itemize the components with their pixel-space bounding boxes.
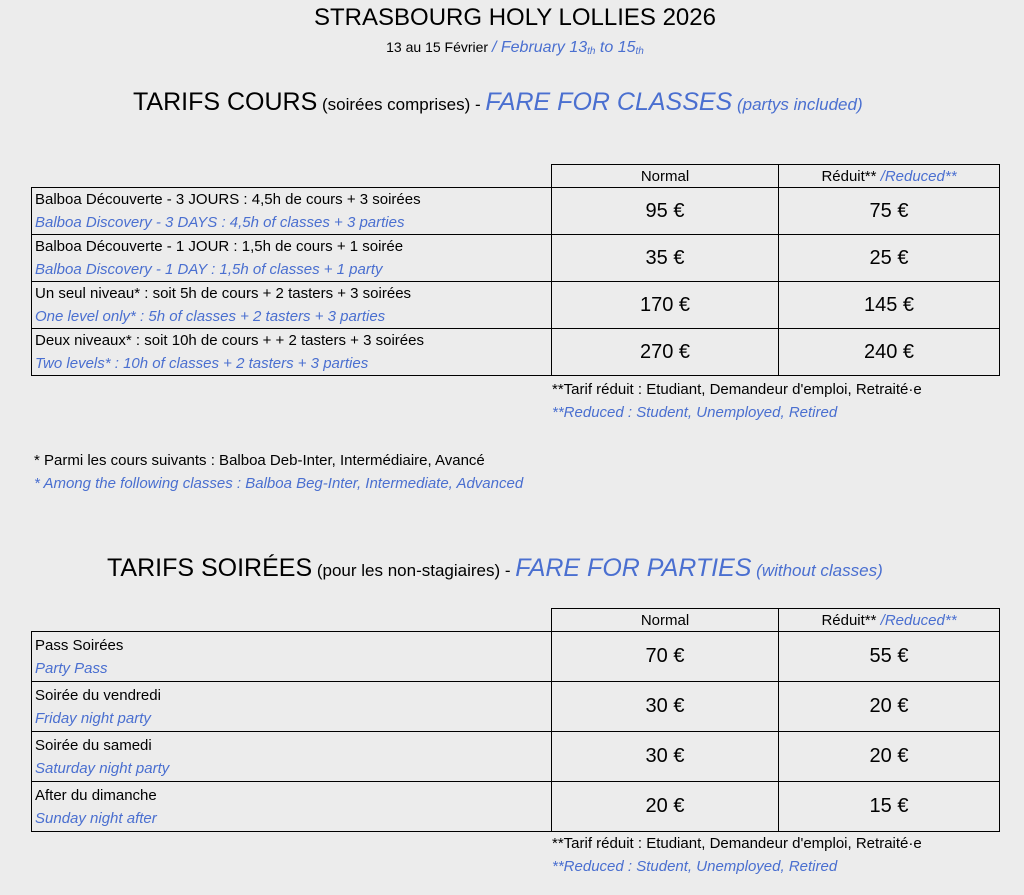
reduced-price: 240 € [779,329,1000,376]
reduced-price: 145 € [779,282,1000,329]
reduced-fare-note: **Tarif réduit : Etudiant, Demandeur d'emploi, Retraité·e **Reduced : Student, Unemployed, Retired [552,835,922,875]
col-normal-header: Normal [552,165,779,188]
event-dates [0,39,1024,57]
reduced-price: 55 € [779,632,1000,682]
col-reduced-header: Réduit** /Reduced** [779,609,1000,632]
normal-price: 270 € [552,329,779,376]
table-row [32,682,1000,732]
fare-description: Deux niveaux* : soit 10h de cours + + 2 tasters + 3 soirées Two levels* : 10h of classes + 2 tasters + 3 parties [32,329,552,376]
fare-description: Pass Soirées Party Pass [32,632,552,682]
table-row [32,235,1000,282]
reduced-price: 75 € [779,188,1000,235]
table-row [32,282,1000,329]
table-row [32,329,1000,376]
reduced-price: 25 € [779,235,1000,282]
fare-description: Balboa Découverte - 3 JOURS : 4,5h de cours + 3 soirées Balboa Discovery - 3 DAYS : 4,5h of classes + 3 parties [32,188,552,235]
reduced-price: 20 € [779,732,1000,782]
dates-en: / February $13_{th}$ to $15_{th}$ [491,39,644,57]
table-row [32,632,1000,682]
reduced-price: 20 € [779,682,1000,732]
normal-price: 170 € [552,282,779,329]
table-header-row [32,165,1000,188]
parties-heading: TARIFS SOIRÉES (pour les non-stagiaires) - FARE FOR PARTIES (without classes) [107,554,883,582]
reduced-fare-note: **Tarif réduit : Etudiant, Demandeur d'emploi, Retraité·e **Reduced : Student, Unemployed, Retired [552,381,922,421]
normal-price: 30 € [552,732,779,782]
col-reduced-header: Réduit** /Reduced** [779,165,1000,188]
normal-price: 70 € [552,632,779,682]
parties-fare-table [31,608,1000,832]
fare-description: Un seul niveau* : soit 5h de cours + 2 tasters + 3 soirées One level only* : 5h of classes + 2 tasters + 3 parties [32,282,552,329]
fare-description: After du dimanche Sunday night after [32,782,552,832]
normal-price: 35 € [552,235,779,282]
normal-price: 20 € [552,782,779,832]
blank-header-cell [32,165,552,188]
level-footnote: * Parmi les cours suivants : Balboa Deb-Inter, Intermédiaire, Avancé * Among the following classes : Balboa Beg-Inter, Intermediate, Advanced [34,452,524,492]
dates-fr: 13 au 15 Février [386,39,489,55]
table-row [32,188,1000,235]
classes-heading: TARIFS COURS (soirées comprises) - FARE FOR CLASSES (partys included) [133,88,863,116]
reduced-price: 15 € [779,782,1000,832]
col-normal-header: Normal [552,609,779,632]
fare-description: Soirée du vendredi Friday night party [32,682,552,732]
fare-description: Soirée du samedi Saturday night party [32,732,552,782]
blank-header-cell [32,609,552,632]
fare-description: Balboa Découverte - 1 JOUR : 1,5h de cours + 1 soirée Balboa Discovery - 1 DAY : 1,5h of classes + 1 party [32,235,552,282]
table-header-row [32,609,1000,632]
classes-fare-table [31,164,1000,376]
page-title: STRASBOURG HOLY LOLLIES 2026 [314,4,716,31]
table-row [32,732,1000,782]
normal-price: 95 € [552,188,779,235]
normal-price: 30 € [552,682,779,732]
table-row [32,782,1000,832]
